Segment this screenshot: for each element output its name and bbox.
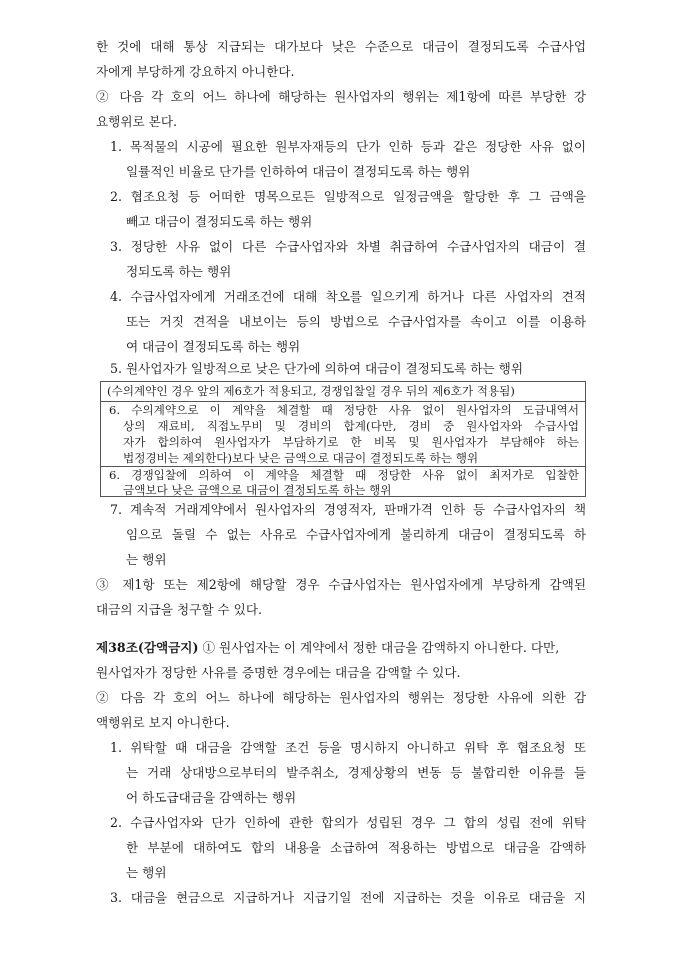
item-2-line: 빼고 대금이 결정되도록 하는 행위 xyxy=(126,214,313,229)
item-1-line: 1. 목적물의 시공에 필요한 원부자재등의 단가 인하 등과 같은 정당한 사유 없이 xyxy=(110,139,586,154)
text-line: 원사업자가 정당한 사유를 증명한 경우에는 대금을 감액할 수 있다. xyxy=(96,665,461,680)
item-6b-line: 금액보다 낮은 금액으로 대금이 결정되도록 하는 행위 xyxy=(123,483,392,497)
text-line: 한 것에 대해 통상 지급되는 대가보다 낮은 수준으로 대금이 결정되도록 수급사업 xyxy=(96,39,586,54)
item-6a-line: 법정경비는 제외한다)보다 낮은 금액으로 대금이 결정되도록 하는 행위 xyxy=(123,451,479,465)
item-6a-line: 상의 재료비, 직접노무비 및 경비의 합계(다만, 경비 중 원사업자와 수급사업 xyxy=(123,419,579,433)
item-6-box xyxy=(100,381,586,497)
box-note: (수의계약인 경우 앞의 제6호가 적용되고, 경쟁입찰일 경우 뒤의 제6호가 적용됨) xyxy=(107,384,515,398)
item-2-line: 2. 수급사업자와 단가 인하에 관한 합의가 성립된 경우 그 합의 성립 전에 위탁 xyxy=(110,815,586,830)
paragraph-3-line: ③ 제1항 또는 제2항에 해당할 경우 수급사업자는 원사업자에게 부당하게 감액된 xyxy=(96,577,586,592)
item-1-line: 는 거래 상대방으로부터의 발주취소, 경제상황의 변동 등 불합리한 이유를 들 xyxy=(126,765,586,780)
item-4-line: 또는 거짓 견적을 내보이는 등의 방법으로 수급사업자를 속이고 이를 이용하 xyxy=(126,314,586,329)
item-6a-line: 6. 수의계약으로 이 계약을 체결할 때 정당한 사유 없이 원사업자의 도급내역서 xyxy=(109,403,579,417)
item-2-line: 는 행위 xyxy=(126,865,167,880)
paragraph-2-line: ② 다음 각 호의 어느 하나에 해당하는 원사업자의 행위는 제1항에 따른 부당한 강 xyxy=(96,89,586,104)
text-line: 자에게 부당하게 강요하지 아니한다. xyxy=(96,64,295,79)
item-7-line: 7. 계속적 거래계약에서 원사업자의 경영적자, 판매가격 인하 등 수급사업자의 책 xyxy=(110,502,586,517)
article-38-text: ① 원사업자는 이 계약에서 정한 대금을 감액하지 아니한다. 다만, xyxy=(198,640,560,655)
item-6a-line: 자가 합의하여 원사업자가 부담하기로 한 비목 및 원사업자가 부담해야 하는 xyxy=(123,435,579,449)
paragraph-3-line: 대금의 지급을 청구할 수 있다. xyxy=(96,602,263,617)
item-3-line: 3. 대금을 현금으로 지급하거나 지급기일 전에 지급하는 것을 이유로 대금을 지 xyxy=(110,890,586,905)
item-7-line: 는 행위 xyxy=(126,552,167,567)
item-1-line: 일률적인 비율로 단가를 인하하여 대금이 결정되도록 하는 행위 xyxy=(126,164,471,179)
article-38-title: 제38조(감액금지) xyxy=(96,640,199,655)
item-3-line: 3. 정당한 사유 없이 다른 수급사업자와 차별 취급하여 수급사업자의 대금이 결 xyxy=(110,239,586,254)
article-38-first-line xyxy=(96,638,586,658)
item-4-line: 4. 수급사업자에게 거래조건에 대해 착오를 일으키게 하거나 다른 사업자의 견적 xyxy=(110,289,586,304)
item-2-line: 한 부분에 대하여도 합의 내용을 소급하여 적용하는 방법으로 대금을 감액하 xyxy=(126,840,586,855)
text-line: 액행위로 보지 아니한다. xyxy=(96,715,230,730)
item-1-line: 어 하도급대금을 감액하는 행위 xyxy=(126,790,297,805)
text-line: 요행위로 본다. xyxy=(96,114,177,129)
item-1-line: 1. 위탁할 때 대금을 감액할 조건 등을 명시하지 아니하고 위탁 후 협조요청 또 xyxy=(110,740,586,755)
paragraph-2-line: ② 다음 각 호의 어느 하나에 해당하는 원사업자의 행위는 정당한 사유에 의한 감 xyxy=(96,690,586,705)
item-3-line: 정되도록 하는 행위 xyxy=(126,264,232,279)
item-6b-line: 6. 경쟁입찰에 의하여 이 계약을 체결할 때 정당한 사유 없이 최저가로 입찰한 xyxy=(109,468,579,482)
item-5-line: 5. 원사업자가 일방적으로 낮은 단가에 의하여 대금이 결정되도록 하는 행위 xyxy=(110,361,524,376)
item-7-line: 임으로 돌릴 수 없는 사유로 수급사업자에게 불리하게 대금이 결정되도록 하 xyxy=(126,527,586,542)
item-4-line: 여 대금이 결정되도록 하는 행위 xyxy=(126,339,301,354)
item-2-line: 2. 협조요청 등 어떠한 명목으로든 일방적으로 일정금액을 할당한 후 그 금액을 xyxy=(110,189,586,204)
